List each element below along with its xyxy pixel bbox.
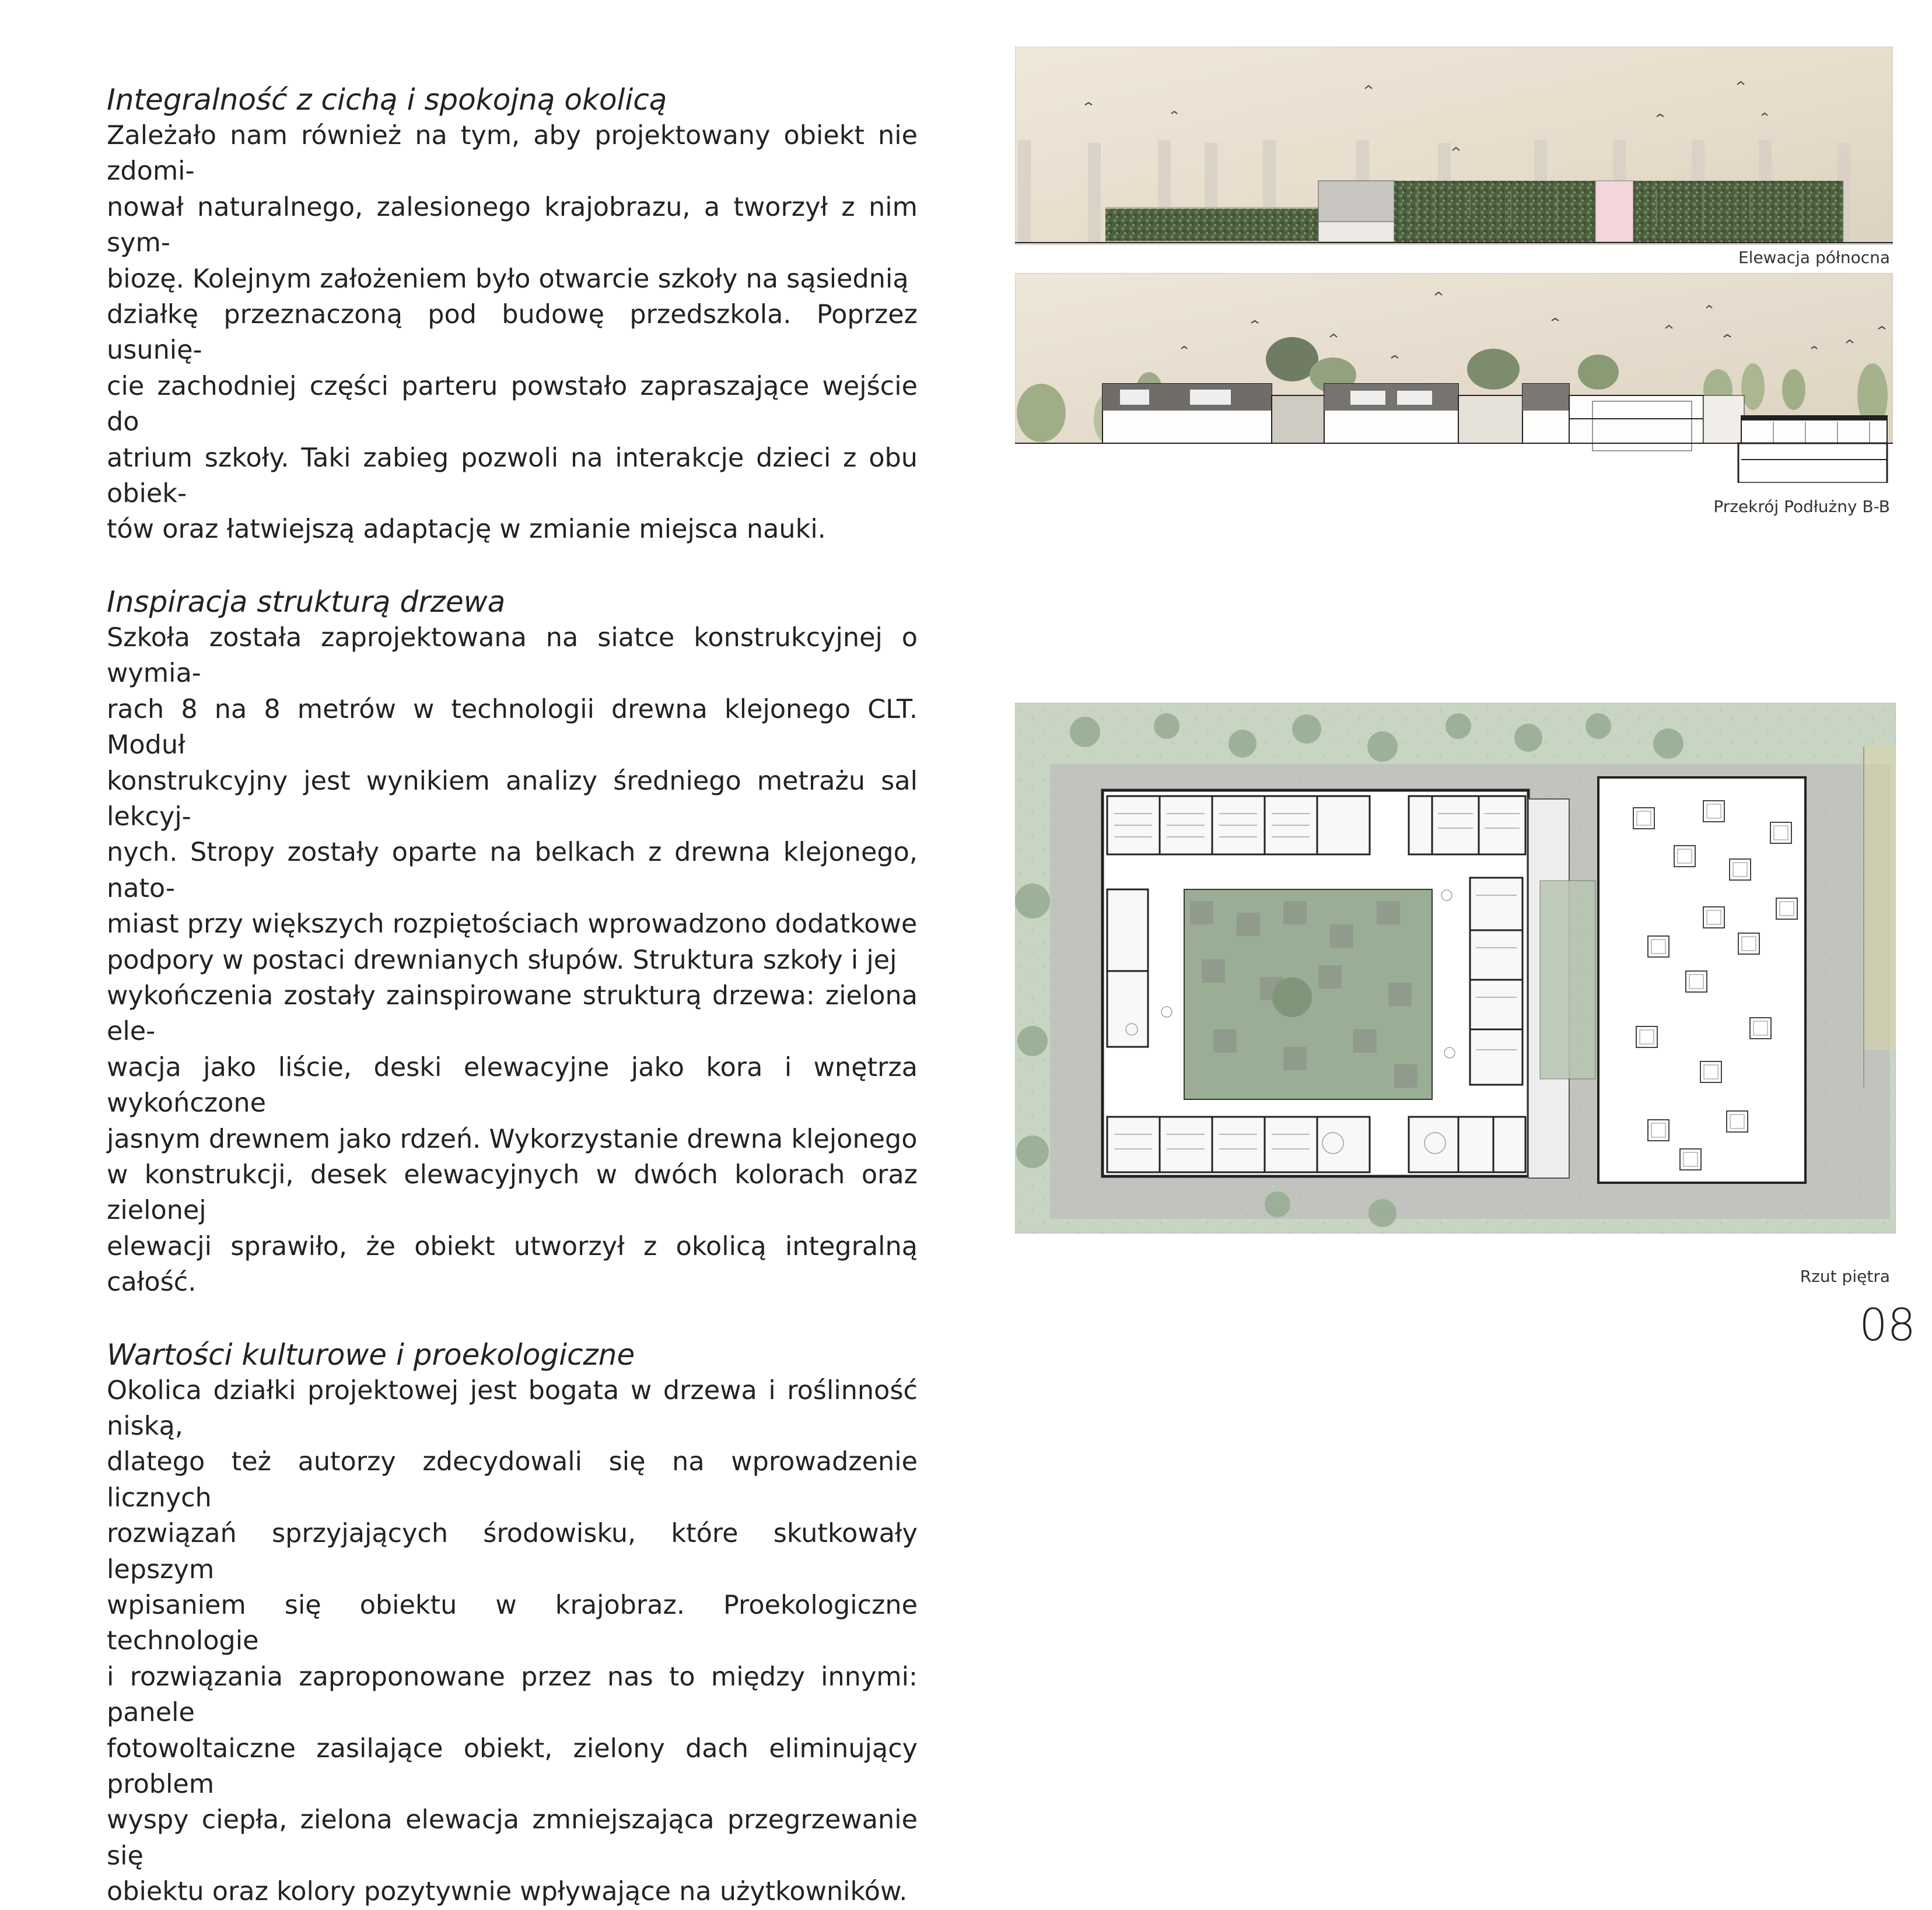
floor-plan-drawing [1015, 703, 1896, 1233]
plan-caption: Rzut piętra [1800, 1267, 1890, 1286]
elevation-caption: Elewacja północna [1738, 248, 1890, 267]
section-drawing [1015, 273, 1893, 483]
section-heading-3: Wartości kulturowe i proekologiczne [107, 1337, 635, 1372]
text-column [107, 82, 918, 1910]
north-elevation-drawing [1015, 47, 1893, 245]
section-caption: Przekrój Podłużny B-B [1713, 497, 1890, 516]
page-number: 08 [1859, 1299, 1916, 1351]
section-heading-1: Integralność z cichą i spokojną okolicą [107, 83, 667, 117]
section-body-3: Okolica działki projektowej jest bogata w drzewa i roślinność niską, dlatego też autorzy zdecydowali się na wprowadzenie licznych rozwiązań sprzyjających środowisku, które skutkowały lepszym wpisaniem się obiektu w krajobraz. Proekologiczne technologie i rozwiązania zaproponowane przez nas to między innymi: panele fotowoltaiczne zasilające obiekt, zielony dach eliminujący problem wyspy ciepła, zielona elewacja zmniejszająca przegrzewanie się obiektu oraz kolory pozytywnie wpływające na użytkowników. [107, 1375, 918, 1907]
section-heading-2: Inspiracja strukturą drzewa [107, 584, 506, 619]
section-body-2: Szkoła została zaprojektowana na siatce konstrukcyjnej o wymia- rach 8 na 8 metrów w technologii drewna klejonego CLT. Moduł konstrukcyjny jest wynikiem analizy średniego metrażu sal lekcyj- nych. Stropy zostały oparte na belkach z drewna klejonego, nato- miast przy większych rozpiętościach wprowadzono dodatkowe podpory w postaci drewnianych słupów. Struktura szkoły i jej wykończenia zostały zainspirowane strukturą drzewa: zielona ele- wacja jako liście, deski elewacyjne jako kora i wnętrza wykończone jasnym drewnem jako rdzeń. Wykorzystanie drewna klejonego w konstrukcji, desek elewacyjnych w dwóch kolorach oraz zielonej elewacji sprawiło, że obiekt utworzył z okolicą integralną całość. [107, 622, 918, 1298]
section-body-1: Zależało nam również na tym, aby projektowany obiekt nie zdomi- nował naturalnego, zalesionego krajobrazu, a tworzył z nim sym- biozę. Kolejnym założeniem było otwarcie szkoły na sąsiednią działkę przeznaczoną pod budowę przedszkola. Poprzez usunię- cie zachodniej części parteru powstało zapraszające wejście do atrium szkoły. Taki zabieg pozwoli na interakcje dzieci z obu obiek- tów oraz łatwiejszą adaptację w zmianie miejsca nauki. [107, 121, 918, 545]
